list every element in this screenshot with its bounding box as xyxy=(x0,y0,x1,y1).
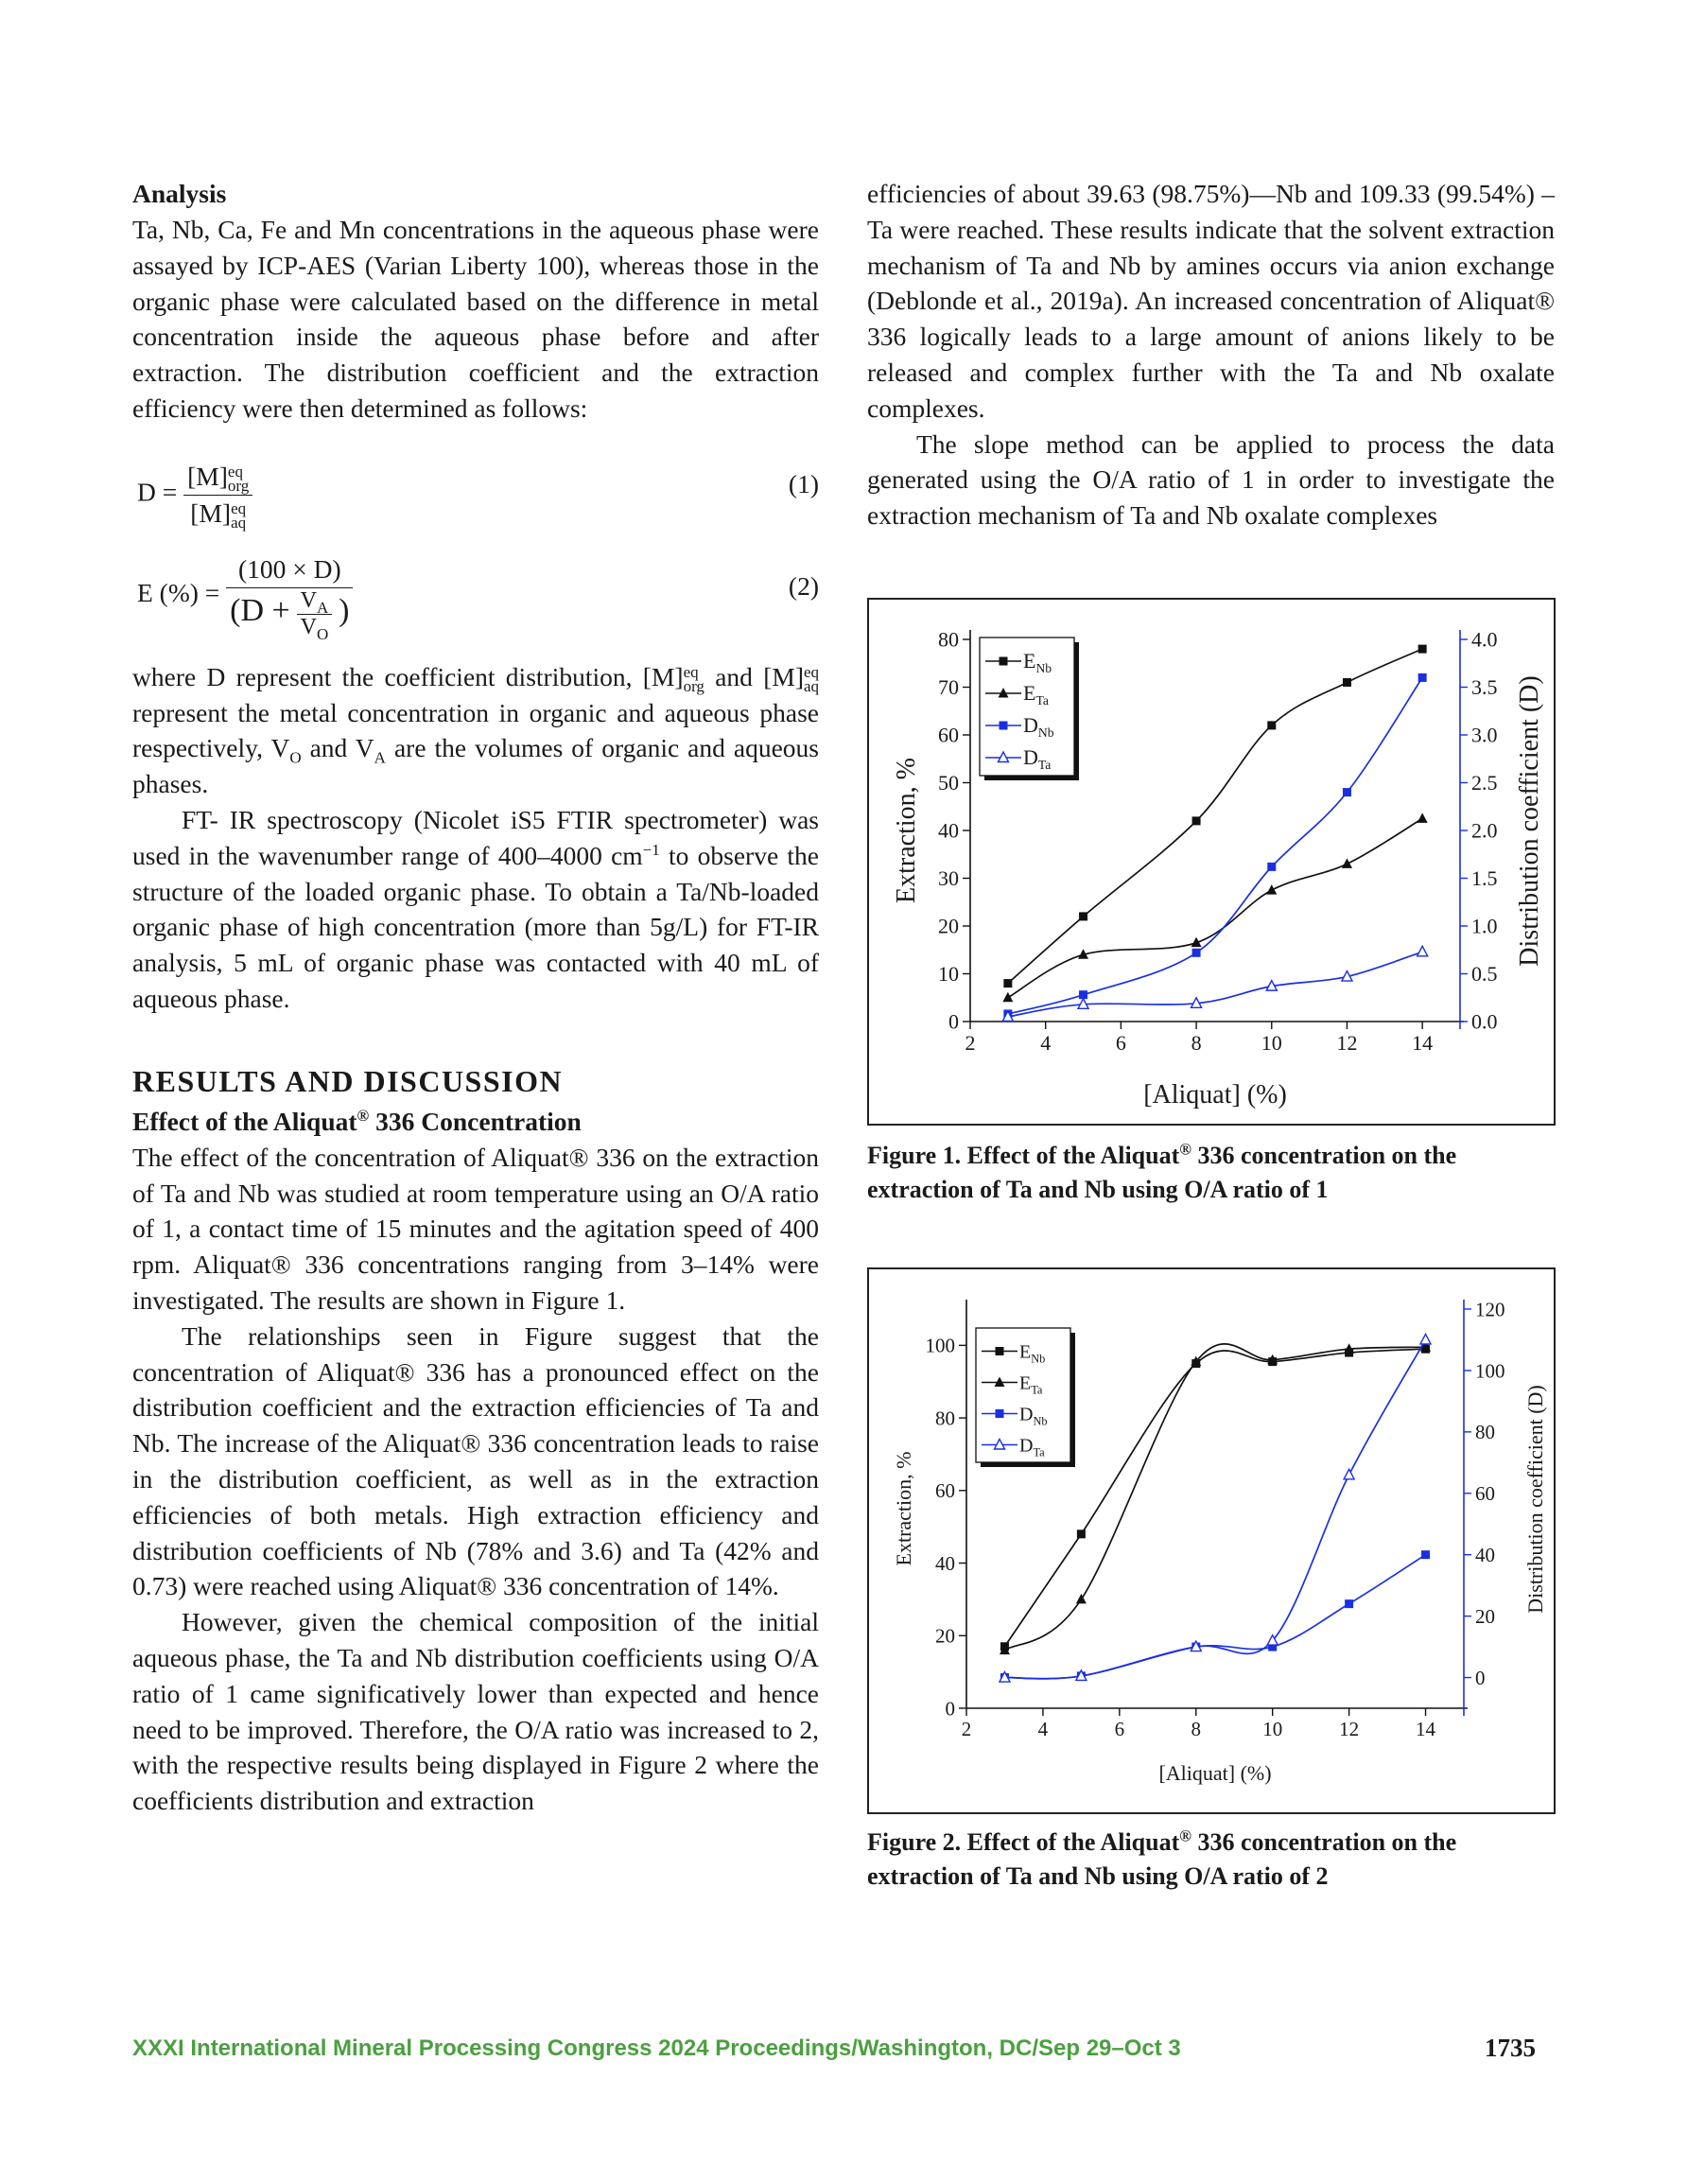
y-tick-label: 80 xyxy=(938,627,959,652)
data-point xyxy=(1267,721,1276,729)
series-line xyxy=(1008,952,1422,1017)
x-tick-label: 8 xyxy=(1191,1718,1202,1740)
y-tick-label: 100 xyxy=(925,1334,955,1357)
x-tick-label: 10 xyxy=(1262,1718,1283,1740)
legend-label-sub: Nb xyxy=(1037,725,1054,740)
results-heading: RESULTS AND DISCUSSION xyxy=(132,1063,564,1098)
x-tick-label: 8 xyxy=(1191,1031,1202,1055)
right-paragraph-1: efficiencies of about 39.63 (98.75%)—Nb and 109.33 (99.54%) – Ta were reached. These results indicate that the solvent extraction mechanism of Ta and Nb by amines occurs via anion exchange (Deblonde et al., 2019a). An increased concentration of Aliquat® 336 logically leads to a large amount of anions likely to be released and complex further with the Ta and Nb oxalate complexes. xyxy=(867,179,1555,423)
equation-2 xyxy=(132,548,819,659)
y2-tick-label: 1.5 xyxy=(1471,866,1498,891)
y-tick-label: 70 xyxy=(938,675,959,700)
y-tick-label: 40 xyxy=(935,1551,955,1575)
y2-tick-label: 1.0 xyxy=(1471,914,1498,938)
data-point xyxy=(1417,946,1428,956)
legend-marker xyxy=(996,1409,1004,1418)
legend-label-sub: Ta xyxy=(1035,693,1049,708)
eq1-number: (1) xyxy=(788,468,819,498)
figure-2-caption: Figure 2. Effect of the Aliquat® 336 concentration on the extraction of Ta and Nb using O/A ratio of 2 xyxy=(867,1826,1457,1890)
y-tick-label: 60 xyxy=(938,723,959,747)
eq1-fraction: [M] eq org [M] eq aq xyxy=(183,459,252,532)
legend-label-sub: Nb xyxy=(1031,1352,1046,1366)
y2-tick-label: 2.5 xyxy=(1471,771,1498,795)
left-column xyxy=(132,176,819,1819)
data-point xyxy=(1192,816,1201,825)
data-point xyxy=(1421,1550,1430,1559)
x-tick-label: 10 xyxy=(1261,1031,1282,1055)
data-point xyxy=(1342,858,1352,868)
y2-tick-label: 3.0 xyxy=(1471,723,1498,747)
page-number: 1735 xyxy=(1485,2034,1536,2062)
y-tick-label: 30 xyxy=(938,866,959,891)
y-tick-label: 20 xyxy=(935,1624,955,1648)
y-tick-label: 10 xyxy=(938,962,959,987)
legend-label: $E_{Ta}$ xyxy=(1023,681,1049,708)
y2-tick-label: 2.0 xyxy=(1471,818,1498,843)
results-paragraph-2: The relationships seen in Figure suggest that the concentration of Aliquat® 336 has a pronounced effect on the distribution coefficient and the extraction efficiencies of Ta and Nb. The increase of the Aliquat® 336 concentration leads to raise in the distribution coefficient, as well as in the extraction efficiencies of both metals. High extraction efficiency and distribution coefficients of Nb (78% and 3.6) and Ta (42% and 0.73) were reached using Aliquat® 336 concentration of 14%. xyxy=(132,1320,819,1601)
y2-tick-label: 0 xyxy=(1475,1666,1486,1689)
eq1-lhs: D = xyxy=(137,477,178,507)
x-axis-title: [Aliquat] (%) xyxy=(1143,1080,1287,1109)
legend-label-sub: Ta xyxy=(1031,1383,1043,1397)
data-point xyxy=(1266,884,1277,895)
analysis-heading: Analysis xyxy=(132,179,227,208)
right-column xyxy=(867,176,1555,533)
y2-tick-label: 0.5 xyxy=(1471,962,1498,987)
series-line xyxy=(1008,818,1422,997)
y-axis-title: Extraction, % xyxy=(892,758,921,903)
where-paragraph: where D represent the coefficient distribution, [M] eq org and [M] eq aq represent the metal concentration in organic and aqueous phase respectively, $V_O$ and $V_A$ are the volumes of organic and aqueous phases. xyxy=(132,661,820,799)
legend-label-sub: Nb xyxy=(1035,661,1052,675)
eq2-lhs: E (%) = xyxy=(137,578,220,607)
x-tick-label: 6 xyxy=(1115,1031,1126,1055)
legend-label: $E_{Ta}$ xyxy=(1019,1372,1043,1397)
y2-tick-label: 4.0 xyxy=(1471,627,1498,652)
y-tick-label: 50 xyxy=(938,771,959,795)
effect-heading: Effect of the Aliquat® 336 Concentration xyxy=(132,1106,582,1136)
y-tick-label: 20 xyxy=(938,914,959,938)
y2-tick-label: 120 xyxy=(1475,1298,1505,1321)
y2-tick-label: 100 xyxy=(1475,1359,1505,1383)
y2-tick-label: 3.5 xyxy=(1471,675,1498,700)
data-point xyxy=(1420,1334,1431,1344)
y-tick-label: 40 xyxy=(938,818,959,843)
y-tick-label: 80 xyxy=(935,1406,955,1430)
legend-label: $E_{Nb}$ xyxy=(1023,649,1052,675)
data-point xyxy=(1076,1594,1087,1604)
y2-tick-label: 60 xyxy=(1475,1482,1495,1506)
figure-1 xyxy=(867,598,1556,1126)
y-axis-title: Extraction, % xyxy=(892,1451,915,1566)
data-point xyxy=(1344,1469,1354,1479)
legend-marker xyxy=(996,1347,1004,1355)
figure-1-caption: Figure 1. Effect of the Aliquat® 336 concentration on the extraction of Ta and Nb using O/A ratio of 1 xyxy=(867,1140,1457,1203)
legend-label-sub: Nb xyxy=(1033,1414,1048,1428)
legend-label: $D_{Ta}$ xyxy=(1023,745,1052,772)
data-point xyxy=(1345,1599,1353,1608)
footer-conference: XXXI International Mineral Processing Congress 2024 Proceedings/Washington, DC/Sep 29–Oct 3 xyxy=(132,2035,1181,2061)
y2-axis-title: Distribution coefficient (D) xyxy=(1515,675,1544,967)
results-paragraph-3: However, given the chemical composition of the initial aqueous phase, the Ta and Nb distribution coefficients using O/A ratio of 1 came significatively lower than expected and hence need to be improved. Therefore, the O/A ratio was increased to 2, with the respective results being displayed in Figure 2 where the coefficients distribution and extraction xyxy=(132,1607,819,1816)
legend-label: $E_{Nb}$ xyxy=(1019,1341,1046,1366)
x-axis-title: [Aliquat] (%) xyxy=(1158,1761,1272,1785)
y2-axis-title: Distribution coefficient (D) xyxy=(1523,1385,1547,1614)
legend-label: $D_{Nb}$ xyxy=(1023,713,1054,740)
x-tick-label: 4 xyxy=(1040,1031,1052,1055)
data-point xyxy=(1418,645,1427,654)
x-tick-label: 14 xyxy=(1412,1031,1434,1055)
legend-label: $D_{Ta}$ xyxy=(1019,1435,1045,1459)
series-d-ta xyxy=(1002,946,1427,1021)
x-tick-label: 6 xyxy=(1114,1718,1125,1740)
ftir-paragraph: FT- IR spectroscopy (Nicolet iS5 FTIR spectrometer) was used in the wavenumber range of 400–4000 $cm^{-1}$ to observe the structure of the loaded organic phase. To obtain a Ta/Nb-loaded organic phase of high concentration (more than 5g/L) for FT-IR analysis, 5 mL of organic phase was contacted with 40 mL of aqueous phase. xyxy=(132,804,820,1013)
figure-2-chart xyxy=(869,1269,1554,1812)
eq2-number: (2) xyxy=(788,570,819,601)
legend-label: $D_{Nb}$ xyxy=(1019,1404,1048,1428)
data-point xyxy=(1192,949,1201,957)
x-tick-label: 4 xyxy=(1037,1718,1049,1740)
x-tick-label: 12 xyxy=(1339,1718,1360,1740)
y2-tick-label: 20 xyxy=(1475,1604,1495,1628)
legend-label-sub: Ta xyxy=(1037,758,1052,772)
y-tick-label: 60 xyxy=(935,1479,955,1503)
legend-label-sub: Ta xyxy=(1033,1445,1045,1459)
legend-marker xyxy=(1000,722,1008,730)
y2-tick-label: 0.0 xyxy=(1471,1009,1498,1034)
y-tick-label: 0 xyxy=(945,1697,955,1721)
results-paragraph-1: The effect of the concentration of Aliquat® 336 on the extraction of Ta and Nb was studied at room temperature using an O/A ratio of 1, a contact time of 15 minutes and the agitation speed of 400 rpm. Aliquat® 336 concentrations ranging from 3–14% were investigated. The results are shown in Figure 1. xyxy=(132,1142,819,1315)
analysis-paragraph: Ta, Nb, Ca, Fe and Mn concentrations in the aqueous phase were assayed by ICP-AES (Varian Liberty 100), whereas those in the organic phase were calculated based on the difference in metal concentration inside the aqueous phase before and after extraction. The distribution coefficient and the extraction efficiency were then determined as follows: xyxy=(132,215,819,423)
data-point xyxy=(1343,788,1351,796)
data-point xyxy=(1418,673,1427,682)
data-point xyxy=(1343,678,1351,687)
series-e-ta xyxy=(1002,812,1427,1002)
y2-tick-label: 80 xyxy=(1475,1421,1495,1444)
x-tick-label: 12 xyxy=(1336,1031,1358,1055)
x-tick-label: 14 xyxy=(1416,1718,1436,1740)
data-point xyxy=(1077,1529,1086,1538)
data-point xyxy=(1003,979,1012,987)
data-point xyxy=(1002,992,1013,1003)
legend xyxy=(976,1328,1075,1467)
figure-2 xyxy=(867,1267,1556,1814)
figure-1-chart xyxy=(869,600,1554,1124)
y2-tick-label: 40 xyxy=(1475,1544,1495,1567)
x-tick-label: 2 xyxy=(965,1031,976,1055)
equation-1 xyxy=(132,440,819,538)
eq2-fraction: (100 × D) (D + $\frac{V_A}{V_O}$ ) xyxy=(226,551,353,640)
y-tick-label: 0 xyxy=(948,1009,959,1034)
data-point xyxy=(1267,863,1276,871)
x-tick-label: 2 xyxy=(961,1718,972,1740)
series-d-nb xyxy=(1000,1550,1430,1682)
data-point xyxy=(1417,812,1428,823)
data-point xyxy=(1079,912,1087,920)
legend-marker xyxy=(1000,657,1008,666)
right-paragraph-2: The slope method can be applied to process the data generated using the O/A ratio of 1 in order to investigate the extraction mechanism of Ta and Nb oxalate complexes xyxy=(867,428,1555,531)
legend xyxy=(980,638,1079,780)
